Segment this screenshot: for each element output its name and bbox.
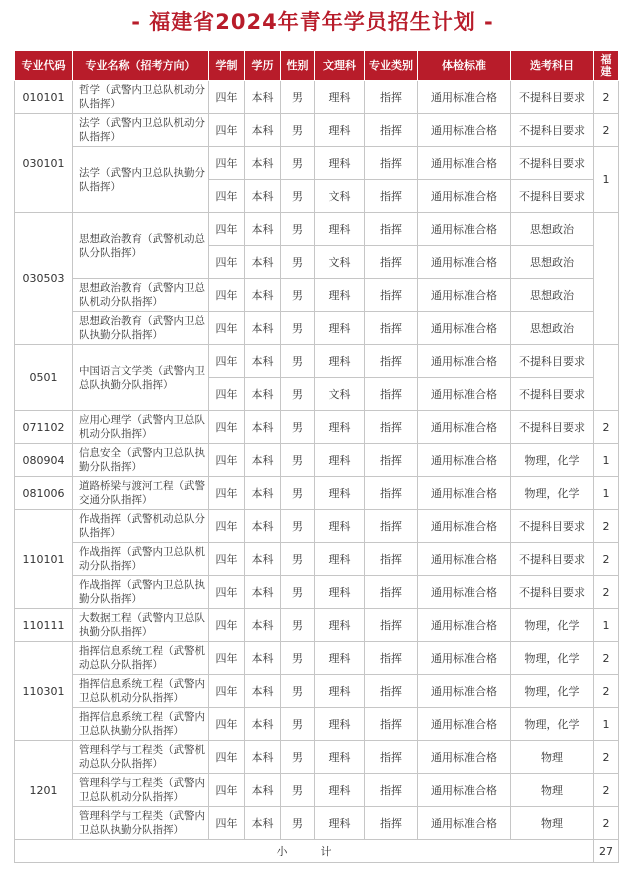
major-category-cell: 指挥: [365, 312, 418, 345]
major-category-cell: 指挥: [365, 576, 418, 609]
arts-science-cell: 理科: [315, 774, 365, 807]
physical-standard-cell: 通用标准合格: [418, 180, 511, 213]
elective-subjects-cell: 不提科目要求: [511, 180, 594, 213]
physical-standard-cell: 通用标准合格: [418, 411, 511, 444]
admission-plan-table: [14, 50, 619, 863]
gender-cell: 男: [281, 312, 315, 345]
major-name-cell: 法学（武警内卫总队执勤分队指挥）: [73, 147, 209, 213]
fujian-quota-cell: 2: [594, 642, 619, 675]
degree-cell: 本科: [245, 510, 281, 543]
major-name-cell: 中国语言文学类（武警内卫总队执勤分队指挥）: [73, 345, 209, 411]
major-code-cell: 110101: [15, 510, 73, 609]
physical-standard-cell: 通用标准合格: [418, 114, 511, 147]
major-code-cell: 0501: [15, 345, 73, 411]
major-category-cell: 指挥: [365, 81, 418, 114]
duration-cell: 四年: [209, 180, 245, 213]
major-category-cell: 指挥: [365, 279, 418, 312]
table-row: [15, 642, 619, 675]
header-degree: 学历: [245, 51, 281, 81]
arts-science-cell: 理科: [315, 345, 365, 378]
fujian-quota-cell: 1: [594, 477, 619, 510]
table-row: [15, 213, 619, 246]
elective-subjects-cell: 物理，化学: [511, 675, 594, 708]
degree-cell: 本科: [245, 576, 281, 609]
table-header-row: [15, 51, 619, 81]
gender-cell: 男: [281, 114, 315, 147]
gender-cell: 男: [281, 279, 315, 312]
elective-subjects-cell: 物理，化学: [511, 708, 594, 741]
major-category-cell: 指挥: [365, 609, 418, 642]
duration-cell: 四年: [209, 444, 245, 477]
arts-science-cell: 理科: [315, 279, 365, 312]
header-elective-subjects: 选考科目: [511, 51, 594, 81]
duration-cell: 四年: [209, 345, 245, 378]
subtotal-label: 小 计: [15, 840, 594, 863]
elective-subjects-cell: 物理，化学: [511, 444, 594, 477]
elective-subjects-cell: 不提科目要求: [511, 81, 594, 114]
table-row: [15, 312, 619, 345]
elective-subjects-cell: 不提科目要求: [511, 147, 594, 180]
physical-standard-cell: 通用标准合格: [418, 345, 511, 378]
fujian-quota-cell: [594, 345, 619, 411]
table-row: [15, 444, 619, 477]
major-code-cell: 081006: [15, 477, 73, 510]
duration-cell: 四年: [209, 741, 245, 774]
gender-cell: 男: [281, 147, 315, 180]
major-category-cell: 指挥: [365, 477, 418, 510]
duration-cell: 四年: [209, 81, 245, 114]
elective-subjects-cell: 物理，化学: [511, 477, 594, 510]
header-physical-standard: 体检标准: [418, 51, 511, 81]
fujian-quota-cell: 2: [594, 807, 619, 840]
arts-science-cell: 理科: [315, 609, 365, 642]
duration-cell: 四年: [209, 543, 245, 576]
physical-standard-cell: 通用标准合格: [418, 279, 511, 312]
degree-cell: 本科: [245, 708, 281, 741]
fujian-quota-cell: 1: [594, 609, 619, 642]
duration-cell: 四年: [209, 378, 245, 411]
major-name-cell: 大数据工程（武警内卫总队执勤分队指挥）: [73, 609, 209, 642]
arts-science-cell: 理科: [315, 213, 365, 246]
elective-subjects-cell: 不提科目要求: [511, 510, 594, 543]
major-category-cell: 指挥: [365, 114, 418, 147]
table-row: [15, 741, 619, 774]
major-code-cell: 010101: [15, 81, 73, 114]
table-row: [15, 576, 619, 609]
header-gender: 性别: [281, 51, 315, 81]
table-body: [15, 81, 619, 840]
duration-cell: 四年: [209, 708, 245, 741]
physical-standard-cell: 通用标准合格: [418, 477, 511, 510]
physical-standard-cell: 通用标准合格: [418, 147, 511, 180]
gender-cell: 男: [281, 510, 315, 543]
fujian-quota-cell: 1: [594, 444, 619, 477]
duration-cell: 四年: [209, 675, 245, 708]
physical-standard-cell: 通用标准合格: [418, 378, 511, 411]
duration-cell: 四年: [209, 312, 245, 345]
duration-cell: 四年: [209, 642, 245, 675]
physical-standard-cell: 通用标准合格: [418, 609, 511, 642]
gender-cell: 男: [281, 741, 315, 774]
elective-subjects-cell: 不提科目要求: [511, 345, 594, 378]
arts-science-cell: 理科: [315, 642, 365, 675]
arts-science-cell: 理科: [315, 411, 365, 444]
gender-cell: 男: [281, 213, 315, 246]
arts-science-cell: 理科: [315, 147, 365, 180]
arts-science-cell: 理科: [315, 741, 365, 774]
table-row: [15, 609, 619, 642]
degree-cell: 本科: [245, 774, 281, 807]
major-name-cell: 应用心理学（武警内卫总队机动分队指挥）: [73, 411, 209, 444]
major-category-cell: 指挥: [365, 708, 418, 741]
arts-science-cell: 文科: [315, 378, 365, 411]
duration-cell: 四年: [209, 411, 245, 444]
duration-cell: 四年: [209, 279, 245, 312]
elective-subjects-cell: 物理: [511, 774, 594, 807]
major-category-cell: 指挥: [365, 378, 418, 411]
degree-cell: 本科: [245, 477, 281, 510]
degree-cell: 本科: [245, 609, 281, 642]
physical-standard-cell: 通用标准合格: [418, 444, 511, 477]
physical-standard-cell: 通用标准合格: [418, 675, 511, 708]
duration-cell: 四年: [209, 213, 245, 246]
physical-standard-cell: 通用标准合格: [418, 807, 511, 840]
table-row: [15, 543, 619, 576]
fujian-quota-cell: [594, 213, 619, 345]
major-code-cell: 1201: [15, 741, 73, 840]
table-row: [15, 708, 619, 741]
arts-science-cell: 理科: [315, 807, 365, 840]
arts-science-cell: 理科: [315, 312, 365, 345]
table-row: [15, 675, 619, 708]
physical-standard-cell: 通用标准合格: [418, 741, 511, 774]
major-category-cell: 指挥: [365, 807, 418, 840]
duration-cell: 四年: [209, 114, 245, 147]
arts-science-cell: 理科: [315, 543, 365, 576]
degree-cell: 本科: [245, 543, 281, 576]
arts-science-cell: 理科: [315, 444, 365, 477]
gender-cell: 男: [281, 246, 315, 279]
major-name-cell: 哲学（武警内卫总队机动分队指挥）: [73, 81, 209, 114]
arts-science-cell: 理科: [315, 708, 365, 741]
fujian-quota-cell: 2: [594, 675, 619, 708]
physical-standard-cell: 通用标准合格: [418, 774, 511, 807]
major-name-cell: 管理科学与工程类（武警机动总队分队指挥）: [73, 741, 209, 774]
physical-standard-cell: 通用标准合格: [418, 543, 511, 576]
degree-cell: 本科: [245, 180, 281, 213]
major-code-cell: 110301: [15, 642, 73, 741]
arts-science-cell: 理科: [315, 675, 365, 708]
major-name-cell: 法学（武警内卫总队机动分队指挥）: [73, 114, 209, 147]
elective-subjects-cell: 物理: [511, 741, 594, 774]
degree-cell: 本科: [245, 444, 281, 477]
degree-cell: 本科: [245, 279, 281, 312]
fujian-quota-cell: 2: [594, 741, 619, 774]
physical-standard-cell: 通用标准合格: [418, 312, 511, 345]
major-code-cell: 030503: [15, 213, 73, 345]
major-name-cell: 思想政治教育（武警内卫总队执勤分队指挥）: [73, 312, 209, 345]
fujian-quota-cell: 1: [594, 147, 619, 213]
major-name-cell: 作战指挥（武警内卫总队机动分队指挥）: [73, 543, 209, 576]
table-row: [15, 411, 619, 444]
major-category-cell: 指挥: [365, 675, 418, 708]
elective-subjects-cell: 不提科目要求: [511, 576, 594, 609]
gender-cell: 男: [281, 477, 315, 510]
physical-standard-cell: 通用标准合格: [418, 510, 511, 543]
major-category-cell: 指挥: [365, 180, 418, 213]
degree-cell: 本科: [245, 345, 281, 378]
arts-science-cell: 理科: [315, 477, 365, 510]
arts-science-cell: 理科: [315, 114, 365, 147]
duration-cell: 四年: [209, 246, 245, 279]
physical-standard-cell: 通用标准合格: [418, 81, 511, 114]
duration-cell: 四年: [209, 576, 245, 609]
major-name-cell: 指挥信息系统工程（武警机动总队分队指挥）: [73, 642, 209, 675]
arts-science-cell: 理科: [315, 81, 365, 114]
arts-science-cell: 理科: [315, 576, 365, 609]
duration-cell: 四年: [209, 807, 245, 840]
degree-cell: 本科: [245, 642, 281, 675]
gender-cell: 男: [281, 609, 315, 642]
fujian-quota-cell: 2: [594, 774, 619, 807]
degree-cell: 本科: [245, 147, 281, 180]
table-row: [15, 510, 619, 543]
duration-cell: 四年: [209, 774, 245, 807]
arts-science-cell: 理科: [315, 510, 365, 543]
major-name-cell: 思想政治教育（武警机动总队分队指挥）: [73, 213, 209, 279]
major-name-cell: 指挥信息系统工程（武警内卫总队机动分队指挥）: [73, 675, 209, 708]
elective-subjects-cell: 物理: [511, 807, 594, 840]
fujian-quota-cell: 2: [594, 81, 619, 114]
gender-cell: 男: [281, 444, 315, 477]
elective-subjects-cell: 不提科目要求: [511, 411, 594, 444]
table-row: [15, 279, 619, 312]
elective-subjects-cell: 思想政治: [511, 213, 594, 246]
elective-subjects-cell: 不提科目要求: [511, 543, 594, 576]
gender-cell: 男: [281, 576, 315, 609]
major-name-cell: 作战指挥（武警机动总队分队指挥）: [73, 510, 209, 543]
degree-cell: 本科: [245, 807, 281, 840]
major-category-cell: 指挥: [365, 246, 418, 279]
table-row: [15, 114, 619, 147]
major-code-cell: 080904: [15, 444, 73, 477]
degree-cell: 本科: [245, 246, 281, 279]
degree-cell: 本科: [245, 312, 281, 345]
duration-cell: 四年: [209, 510, 245, 543]
table-row: [15, 345, 619, 378]
physical-standard-cell: 通用标准合格: [418, 576, 511, 609]
gender-cell: 男: [281, 675, 315, 708]
major-category-cell: 指挥: [365, 213, 418, 246]
elective-subjects-cell: 思想政治: [511, 246, 594, 279]
header-major-name: 专业名称（招考方向）: [73, 51, 209, 81]
major-name-cell: 管理科学与工程类（武警内卫总队机动分队指挥）: [73, 774, 209, 807]
major-code-cell: 071102: [15, 411, 73, 444]
major-category-cell: 指挥: [365, 543, 418, 576]
table-row: [15, 477, 619, 510]
major-name-cell: 思想政治教育（武警内卫总队机动分队指挥）: [73, 279, 209, 312]
header-major-category: 专业类别: [365, 51, 418, 81]
table-row: [15, 807, 619, 840]
major-name-cell: 指挥信息系统工程（武警内卫总队执勤分队指挥）: [73, 708, 209, 741]
major-name-cell: 道路桥梁与渡河工程（武警交通分队指挥）: [73, 477, 209, 510]
degree-cell: 本科: [245, 114, 281, 147]
degree-cell: 本科: [245, 675, 281, 708]
elective-subjects-cell: 思想政治: [511, 279, 594, 312]
fujian-quota-cell: 2: [594, 576, 619, 609]
major-category-cell: 指挥: [365, 642, 418, 675]
major-name-cell: 管理科学与工程类（武警内卫总队执勤分队指挥）: [73, 807, 209, 840]
major-code-cell: 110111: [15, 609, 73, 642]
major-category-cell: 指挥: [365, 510, 418, 543]
fujian-quota-cell: 1: [594, 708, 619, 741]
major-category-cell: 指挥: [365, 741, 418, 774]
fujian-quota-cell: 2: [594, 114, 619, 147]
fujian-quota-cell: 2: [594, 543, 619, 576]
degree-cell: 本科: [245, 378, 281, 411]
elective-subjects-cell: 物理，化学: [511, 642, 594, 675]
major-category-cell: 指挥: [365, 411, 418, 444]
header-fujian: 福建: [594, 51, 619, 81]
degree-cell: 本科: [245, 213, 281, 246]
major-category-cell: 指挥: [365, 444, 418, 477]
major-name-cell: 信息安全（武警内卫总队执勤分队指挥）: [73, 444, 209, 477]
fujian-quota-cell: 2: [594, 510, 619, 543]
gender-cell: 男: [281, 180, 315, 213]
header-arts-science: 文理科: [315, 51, 365, 81]
duration-cell: 四年: [209, 147, 245, 180]
table-row: [15, 81, 619, 114]
physical-standard-cell: 通用标准合格: [418, 246, 511, 279]
table-row: [15, 147, 619, 180]
degree-cell: 本科: [245, 741, 281, 774]
arts-science-cell: 文科: [315, 180, 365, 213]
gender-cell: 男: [281, 708, 315, 741]
elective-subjects-cell: 不提科目要求: [511, 114, 594, 147]
page-title: - 福建省2024年青年学员招生计划 -: [131, 10, 494, 34]
gender-cell: 男: [281, 774, 315, 807]
duration-cell: 四年: [209, 609, 245, 642]
physical-standard-cell: 通用标准合格: [418, 708, 511, 741]
gender-cell: 男: [281, 807, 315, 840]
fujian-quota-cell: 2: [594, 411, 619, 444]
header-major-code: 专业代码: [15, 51, 73, 81]
gender-cell: 男: [281, 543, 315, 576]
gender-cell: 男: [281, 378, 315, 411]
subtotal-value: 27: [594, 840, 619, 863]
degree-cell: 本科: [245, 411, 281, 444]
duration-cell: 四年: [209, 477, 245, 510]
gender-cell: 男: [281, 81, 315, 114]
major-category-cell: 指挥: [365, 345, 418, 378]
physical-standard-cell: 通用标准合格: [418, 213, 511, 246]
major-code-cell: 030101: [15, 114, 73, 213]
degree-cell: 本科: [245, 81, 281, 114]
major-category-cell: 指挥: [365, 774, 418, 807]
physical-standard-cell: 通用标准合格: [418, 642, 511, 675]
header-duration: 学制: [209, 51, 245, 81]
table-row: [15, 774, 619, 807]
subtotal-row: [15, 840, 619, 863]
elective-subjects-cell: 物理，化学: [511, 609, 594, 642]
gender-cell: 男: [281, 345, 315, 378]
arts-science-cell: 文科: [315, 246, 365, 279]
elective-subjects-cell: 不提科目要求: [511, 378, 594, 411]
elective-subjects-cell: 思想政治: [511, 312, 594, 345]
gender-cell: 男: [281, 642, 315, 675]
major-name-cell: 作战指挥（武警内卫总队执勤分队指挥）: [73, 576, 209, 609]
major-category-cell: 指挥: [365, 147, 418, 180]
gender-cell: 男: [281, 411, 315, 444]
